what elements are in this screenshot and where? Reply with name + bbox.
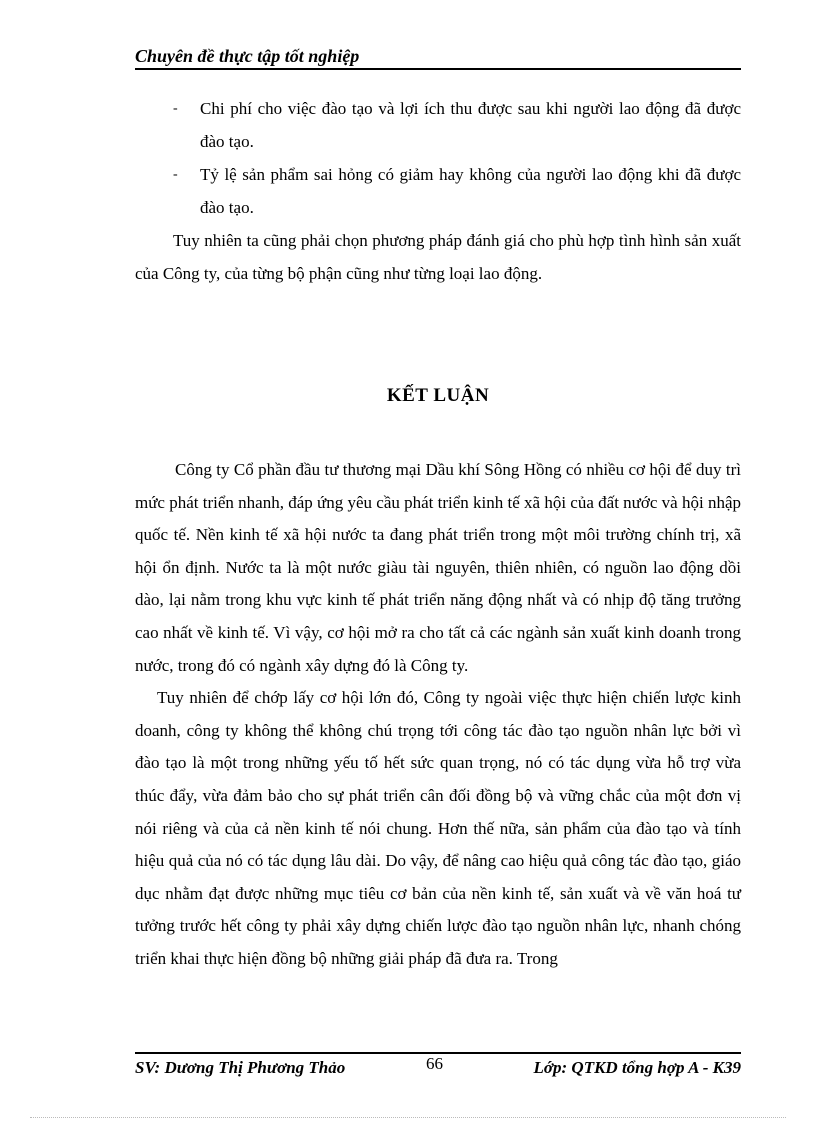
document-title: Chuyên đề thực tập tốt nghiệp <box>135 46 360 66</box>
footer-student-name: SV: Dương Thị Phương Thảo <box>135 1058 346 1077</box>
page-header <box>135 44 741 70</box>
section-title: KẾT LUẬN <box>386 385 490 406</box>
bullet-marker: - <box>173 101 178 116</box>
list-item-text: Chi phí cho việc đào tạo và lợi ích thu được sau khi người lao động đã được đào tạo. <box>200 99 741 151</box>
conclusion-paragraph: Tuy nhiên để chớp lấy cơ hội lớn đó, Công ty ngoài việc thực hiện chiến lược kinh doanh, công ty không thể không chú trọng tới công tác đào tạo nguồn nhân lực bởi vì đào tạo là một trong những yếu tố hết sức quan trọng, nó có tác dụng vừa hỗ trợ vừa thúc đẩy, vừa đảm bảo cho sự phát triển cân đối đồng bộ và vững chắc của một đơn vị nói riêng và của cả nền kinh tế nói chung. Hơn thế nữa, sản phẩm của đào tạo và tính hiệu quả của nó có tác dụng lâu dài. Do vậy, để nâng cao hiệu quả công tác đào tạo, giáo dục nhằm đạt được những mục tiêu cơ bản của nền kinh tế, sản xuất và về văn hoá tư tưởng trước hết công ty phải xây dựng chiến lược đào tạo nguồn nhân lực, nhanh chóng triển khai thực hiện đồng bộ những giải pháp đã đưa ra. Trong <box>135 688 741 968</box>
conclusion-paragraph: Công ty Cổ phần đầu tư thương mại Dầu khí Sông Hồng có nhiều cơ hội để duy trì mức phát triển nhanh, đáp ứng yêu cầu phát triển kinh tế xã hội của đất nước và hội nhập quốc tế. Nền kinh tế xã hội nước ta đang phát triển trong một môi trường chính trị, xã hội ổn định. Nước ta là một nước giàu tài nguyên, thiên nhiên, có nguồn lao động dồi dào, lại nằm trong khu vực kinh tế phát triển năng động nhất và có nhịp độ tăng trưởng cao nhất về kinh tế. Vì vậy, cơ hội mở ra cho tất cả các ngành sản xuất kinh doanh trong nước, trong đó có ngành xây dựng đó là Công ty. <box>135 460 741 675</box>
page-edge-divider <box>30 1117 786 1118</box>
body-top <box>135 92 741 290</box>
list-item <box>135 92 741 158</box>
list-item <box>135 158 741 224</box>
page-number: 66 <box>426 1054 443 1073</box>
conclusion-body <box>135 454 741 976</box>
list-item-text: Tỷ lệ sản phẩm sai hỏng có giảm hay không của người lao động khi đã được đào tạo. <box>200 165 741 217</box>
bullet-marker: - <box>173 167 178 182</box>
intro-paragraph: Tuy nhiên ta cũng phải chọn phương pháp đánh giá cho phù hợp tình hình sản xuất của Công ty, của từng bộ phận cũng như từng loại lao động. <box>135 231 741 283</box>
footer-class-label: Lớp: QTKD tổng hợp A - K39 <box>533 1058 741 1077</box>
